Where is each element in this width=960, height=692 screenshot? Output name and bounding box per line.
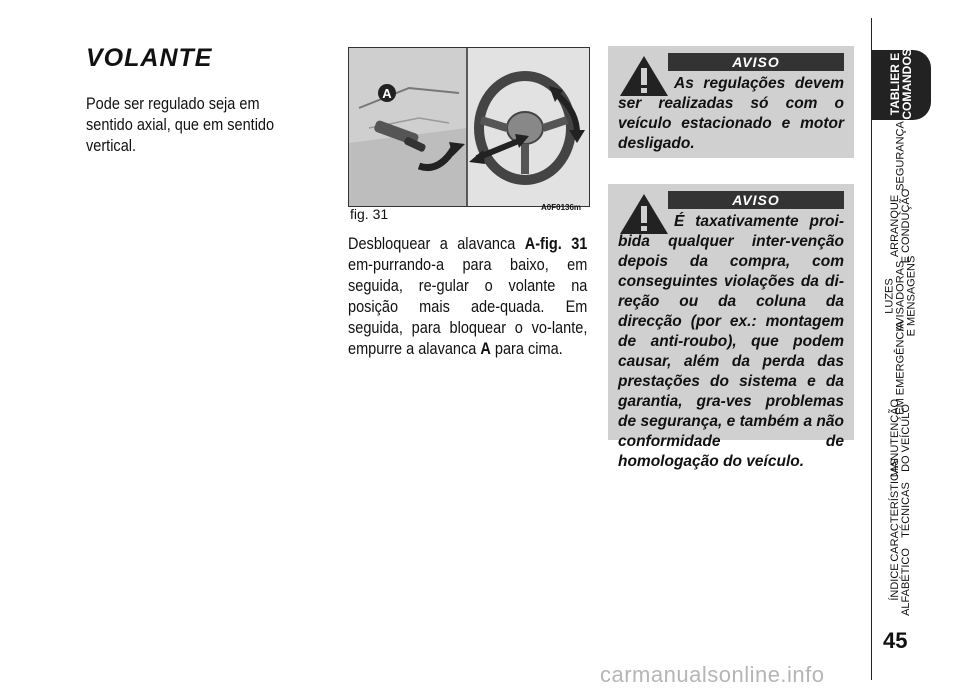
instructions-paragraph (348, 234, 587, 360)
tab-seguranca[interactable] (871, 122, 931, 190)
tab-label: ÍNDICE ALFABÉTICO (889, 548, 912, 616)
steering-wheel-figure (348, 47, 590, 207)
instructions-lever-ref: A (480, 340, 491, 358)
tab-label: LUZES AVISADORAS E MENSAGENS (883, 255, 918, 337)
warning-box-1 (608, 46, 854, 158)
page-number: 45 (883, 628, 908, 653)
tab-em-emergencia[interactable] (871, 321, 931, 415)
tab-label: CARACTERÍSTICAS TÉCNICAS (889, 458, 912, 562)
intro-paragraph: Pode ser regulado seja em sentido axial, que em sentido vertical. (86, 95, 275, 155)
tab-arranque-conducao[interactable] (871, 188, 931, 264)
tab-label: TABLIER E COMANDOS (888, 48, 914, 120)
tab-tablier-comandos[interactable] (871, 50, 931, 120)
warning-text: É taxativamente proi-bida qualquer inter-venção depois da compra, com conseguintes violações da di-reção ou da coluna da direcção (por ex.: montagem de anti-roubo), que podem causar, além da perda das prestações do sistema e da garantia, gra-ves problemas de segurança, e também a não conformidade de homologação do veículo. (618, 213, 844, 470)
lever-marker-label: A (382, 86, 392, 101)
tab-label: EM EMERGÊNCIA (894, 321, 907, 415)
instructions-text-1: Desbloquear a alavanca (348, 235, 525, 253)
section-title: VOLANTE (86, 44, 213, 72)
tab-caracteristicas-tecnicas[interactable] (871, 458, 931, 562)
warning-heading: AVISO (668, 53, 844, 71)
tab-indice-alfabetico[interactable] (871, 548, 931, 616)
instructions-text-2: em-purrando-a para baixo, em seguida, re-gular o volante na posição mais ade-quada. Em seguida, para bloquear o vo-lante, empurre a alavanca (348, 256, 588, 358)
instructions-text-3: para cima. (490, 340, 563, 358)
warning-box-2 (608, 184, 854, 470)
watermark: carmanualsonline.info (600, 662, 825, 687)
warning-text: As regulações devem ser realizadas só com o veículo estacionado e motor desligado. (618, 75, 844, 152)
warning-heading: AVISO (668, 191, 844, 209)
figure-label: fig. 31 (350, 206, 389, 222)
tab-label: SEGURANÇA (894, 121, 907, 191)
figure-code: A0F0136m (541, 203, 582, 212)
instructions-figure-ref: A-fig. 31 (524, 235, 588, 253)
tab-label: MANUTENÇÃO DO VEÍCULO (889, 398, 912, 478)
tab-label: ARRANQUE E CONDUÇÃO (889, 188, 912, 264)
